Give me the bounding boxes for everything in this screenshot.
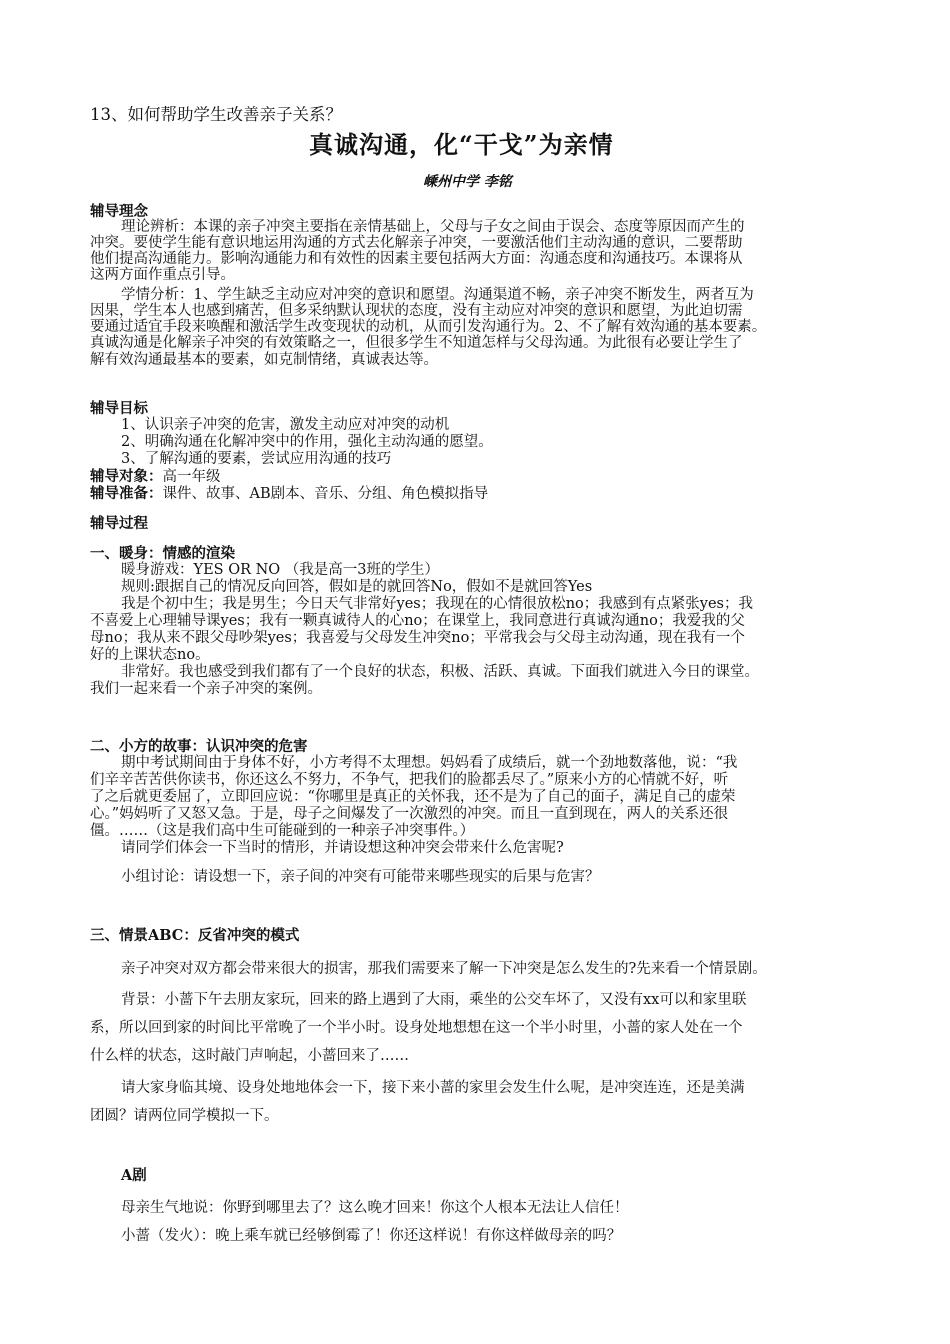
goal-item: 2、明确沟通在化解冲突中的作用，强化主动沟通的愿望。 — [121, 434, 493, 450]
scene-line: 什么样的状态，这时敲门声响起，小蔷回来了…… — [90, 1048, 409, 1064]
story-line: 小组讨论：请设想一下，亲子间的冲突有可能带来哪些现实的后果与危害？ — [121, 869, 600, 885]
warmup-line: 非常好。我也感受到我们都有了一个良好的状态，积极、活跃、真诚。下面我们就进入今日的课堂。 — [121, 664, 759, 680]
drama-a-line: 母亲生气地说：你野到哪里去了？这么晚才回来！你这个人根本无法让人信任！ — [121, 1200, 629, 1216]
document-title: 真诚沟通，化“干戈”为亲情 — [309, 130, 614, 159]
warmup-heading: 一、暖身：情感的渲染 — [90, 545, 235, 562]
concept-heading: 辅导理念 — [90, 203, 148, 220]
story-heading: 二、小方的故事：认识冲突的危害 — [90, 738, 308, 755]
warmup-line: 我们一起来看一个亲子冲突的案例。 — [90, 681, 322, 697]
concept-line: 因果，学生本人也感到痛苦，但多采纳默认现状的态度，没有主动应对冲突的意识和愿望，为此迫切需 — [90, 303, 743, 319]
header-question: 13、如何帮助学生改善亲子关系？ — [90, 105, 342, 124]
prep-value: 课件、故事、AB剧本、音乐、分组、角色模拟指导 — [162, 486, 489, 502]
warmup-line: 规则:跟据自己的情况反向回答，假如是的就回答No，假如不是就回答Yes — [121, 579, 593, 595]
goal-item: 3、了解沟通的要素，尝试应用沟通的技巧 — [121, 451, 392, 467]
scene-line: 请大家身临其境、设身处地地体会一下，接下来小蔷的家里会发生什么呢，是冲突连连，还是美满 — [121, 1080, 745, 1096]
warmup-line: 我是个初中生；我是男生；今日天气非常好yes；我现在的心情很放松no；我感到有点紧张yes；我 — [121, 596, 753, 612]
prep-label: 辅导准备： — [90, 485, 163, 502]
target-value: 高一年级 — [162, 469, 221, 485]
story-line: 了之后就更委屈了，立即回应说：“你哪里是真正的关怀我，还不是为了自己的面子，满足自己的虚荣 — [90, 789, 736, 805]
story-line: 僵。……（这是我们高中生可能碰到的一种亲子冲突事件。） — [90, 823, 475, 839]
concept-line: 真诚沟通是化解亲子冲突的有效策略之一，但很多学生不知道怎样与父母沟通。为此很有必要让学生了 — [90, 335, 743, 351]
drama-a-line: 小蔷（发火）：晚上乘车就已经够倒霉了！你还这样说！有你这样做母亲的吗？ — [121, 1228, 622, 1244]
warmup-line: 不喜爱上心理辅导课yes；我有一颗真诚待人的心no；在课堂上，我同意进行真诚沟通no；我爱我的父 — [90, 613, 745, 629]
story-line: 们辛辛苦苦供你读书，你还这么不努力，不争气，把我们的脸都丢尽了。”原来小方的心情就不好，听 — [90, 772, 729, 788]
goals-heading: 辅导目标 — [90, 400, 148, 417]
story-line: 请同学们体会一下当时的情形，并请设想这种冲突会带来什么危害呢? — [121, 840, 564, 856]
scene-line: 背景：小蔷下午去朋友家玩，回来的路上遇到了大雨，乘坐的公交车坏了，又没有xx可以和家里联 — [121, 992, 747, 1008]
story-line: 心。”妈妈听了又怒又急。于是，母子之间爆发了一次激烈的冲突。而且一直到现在，两人的关系还很 — [90, 806, 729, 822]
concept-line: 学情分析：1、学生缺乏主动应对冲突的意识和愿望。沟通渠道不畅，亲子冲突不断发生，两者互为 — [121, 287, 754, 303]
scene-line: 亲子冲突对双方都会带来很大的损害，那我们需要来了解一下冲突是怎么发生的?先来看一个情景剧。 — [121, 961, 767, 977]
concept-line: 冲突。要使学生能有意识地运用沟通的方式去化解亲子冲突，一要激活他们主动沟通的意识，二要帮助 — [90, 235, 743, 251]
warmup-line: 暖身游戏：YES OR NO （我是高一3班的学生） — [121, 562, 440, 578]
prep-line — [90, 485, 488, 503]
scene-line: 系，所以回到家的时间比平常晚了一个半小时。设身处地想想在这一个半小时里，小蔷的家人处在一个 — [90, 1020, 743, 1036]
warmup-line: 母no；我从来不跟父母吵架yes；我喜爱与父母发生冲突no；平常我会与父母主动沟通，现在我有一个 — [90, 630, 745, 646]
target-label: 辅导对象： — [90, 468, 163, 485]
story-line: 期中考试期间由于身体不好，小方考得不太理想。妈妈看了成绩后，就一个劲地数落他，说：“我 — [121, 755, 738, 771]
goal-item: 1、认识亲子冲突的危害，激发主动应对冲突的动机 — [121, 417, 450, 433]
scene-line: 团圆？请两位同学模拟一下。 — [90, 1108, 279, 1124]
drama-a-heading: A剧 — [121, 1167, 147, 1184]
target-line — [90, 468, 221, 486]
concept-line: 这两方面作重点引导。 — [90, 267, 235, 283]
concept-line: 他们提高沟通能力。影响沟通能力和有效性的因素主要包括两大方面：沟通态度和沟通技巧。本课将从 — [90, 251, 743, 267]
concept-line: 理论辨析：本课的亲子冲突主要指在亲情基础上，父母与子女之间由于误会、态度等原因而产生的 — [121, 219, 745, 235]
warmup-line: 好的上课状态no。 — [90, 647, 210, 663]
author-line: 嵊州中学 李铭 — [423, 174, 512, 190]
concept-line: 要通过适宜手段来唤醒和激活学生改变现状的动机，从而引发沟通行为。2、不了解有效沟通的基本要素。 — [90, 319, 767, 335]
concept-line: 解有效沟通最基本的要素，如克制情绪，真诚表达等。 — [90, 352, 438, 368]
scene-heading: 三、情景ABC：反省冲突的模式 — [90, 927, 300, 944]
process-heading: 辅导过程 — [90, 515, 148, 532]
